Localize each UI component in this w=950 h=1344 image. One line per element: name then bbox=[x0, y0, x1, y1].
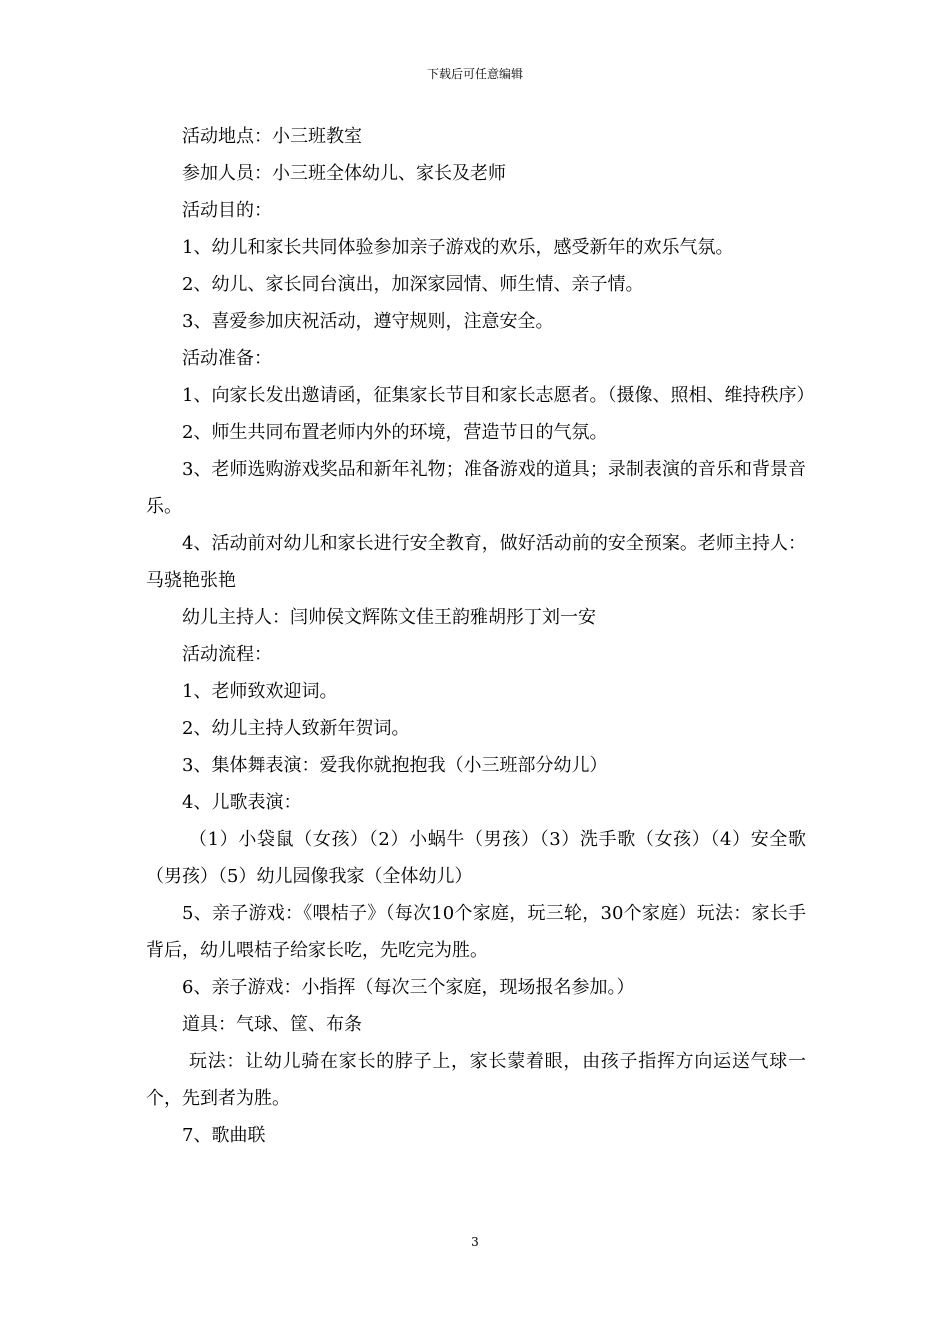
paragraph-participants: 参加人员：小三班全体幼儿、家长及老师 bbox=[182, 163, 506, 184]
page-number: 3 bbox=[471, 1235, 479, 1249]
paragraph-process-3: 3、集体舞表演：爱我你就抱抱我（小三班部分幼儿） bbox=[182, 755, 608, 776]
paragraph-process-2: 2、幼儿主持人致新年贺词。 bbox=[182, 718, 410, 739]
paragraph-preparation-4: 4、活动前对幼儿和家长进行安全教育，做好活动前的安全预案。老师主持人：马骁艳张艳 bbox=[146, 533, 806, 591]
paragraph-props: 道具：气球、筐、布条 bbox=[182, 1014, 362, 1035]
paragraph-location: 活动地点：小三班教室 bbox=[182, 126, 362, 147]
paragraph-song-list: （1）小袋鼠（女孩）（2）小蜗牛（男孩）（3）洗手歌（女孩）（4）安全歌（男孩）（5）幼儿园像我家（全体幼儿） bbox=[146, 829, 806, 887]
paragraph-purpose-1: 1、幼儿和家长共同体验参加亲子游戏的欢乐，感受新年的欢乐气氛。 bbox=[182, 237, 734, 258]
paragraph-preparation-1: 1、向家长发出邀请函，征集家长节目和家长志愿者。（摄像、照相、维持秩序） bbox=[182, 385, 815, 406]
paragraph-process-4: 4、儿歌表演： bbox=[182, 792, 302, 813]
page-header: 下载后可任意编辑 bbox=[426, 67, 523, 81]
paragraph-process-6: 6、亲子游戏：小指挥（每次三个家庭，现场报名参加。） bbox=[182, 977, 635, 998]
paragraph-process-5: 5、亲子游戏：《喂桔子》（每次10个家庭，玩三轮，30个家庭）玩法：家长手背后，幼儿喂桔子给家长吃，先吃完为胜。 bbox=[146, 903, 806, 961]
heading-purpose: 活动目的： bbox=[182, 200, 272, 221]
paragraph-gameplay: 玩法：让幼儿骑在家长的脖子上，家长蒙着眼，由孩子指挥方向运送气球一个，先到者为胜。 bbox=[146, 1051, 806, 1109]
paragraph-preparation-2: 2、师生共同布置老师内外的环境，营造节日的气氛。 bbox=[182, 422, 608, 443]
paragraph-process-7: 7、歌曲联 bbox=[182, 1125, 266, 1146]
paragraph-process-1: 1、老师致欢迎词。 bbox=[182, 681, 338, 702]
paragraph-preparation-3: 3、老师选购游戏奖品和新年礼物；准备游戏的道具；录制表演的音乐和背景音乐。 bbox=[146, 459, 806, 517]
document-body bbox=[146, 118, 815, 1154]
heading-process: 活动流程： bbox=[182, 644, 272, 665]
paragraph-purpose-3: 3、喜爱参加庆祝活动，遵守规则，注意安全。 bbox=[182, 311, 554, 332]
heading-preparation: 活动准备： bbox=[182, 348, 272, 369]
paragraph-purpose-2: 2、幼儿、家长同台演出，加深家园情、师生情、亲子情。 bbox=[182, 274, 644, 295]
paragraph-child-hosts: 幼儿主持人：闫帅侯文辉陈文佳王韵雅胡彤丁刘一安 bbox=[182, 607, 596, 628]
